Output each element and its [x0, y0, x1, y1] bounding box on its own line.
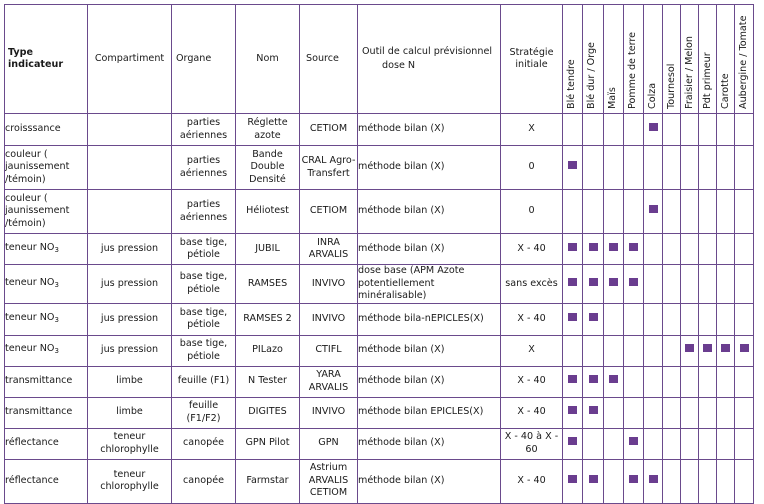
type-label: teneur NO	[5, 276, 55, 288]
type-subscript: 3	[54, 315, 59, 324]
cell-outil: méthode bilan (X)	[358, 234, 501, 265]
cell-crop-8	[699, 146, 717, 190]
cell-crop-3	[604, 303, 624, 335]
applicable-mark-icon	[649, 123, 658, 131]
cell-type	[5, 234, 88, 265]
cell-crop-1	[563, 265, 583, 304]
cell-outil: méthode bilan (X)	[358, 459, 501, 503]
applicable-mark-icon	[649, 475, 658, 483]
cell-crop-7	[681, 146, 699, 190]
applicable-mark-icon	[568, 243, 577, 251]
applicable-mark-icon	[589, 313, 598, 321]
cell-outil: méthode bilan (X)	[358, 190, 501, 234]
type-subscript: 3	[54, 347, 59, 356]
cell-compartiment	[88, 114, 172, 146]
applicable-mark-icon	[589, 406, 598, 414]
cell-organe: parties aériennes	[172, 190, 236, 234]
type-label: couleur ( jaunissement /témoin)	[5, 148, 70, 185]
applicable-mark-icon	[629, 243, 638, 251]
cell-organe: canopée	[172, 428, 236, 459]
cell-strategie: X - 40	[501, 303, 563, 335]
applicable-mark-icon	[629, 437, 638, 445]
cell-crop-9	[717, 114, 735, 146]
cell-strategie: 0	[501, 190, 563, 234]
cell-crop-6	[663, 146, 681, 190]
cell-strategie: X - 40 à X - 60	[501, 428, 563, 459]
cell-crop-6	[663, 234, 681, 265]
cell-crop-10	[735, 335, 754, 366]
cell-source: GPN	[300, 428, 358, 459]
cell-nom: DIGITES	[236, 397, 300, 428]
cell-compartiment	[88, 190, 172, 234]
crop-label: Maïs	[607, 87, 618, 109]
cell-nom: N Tester	[236, 366, 300, 397]
cell-crop-10	[735, 397, 754, 428]
type-label: réflectance	[5, 474, 59, 486]
cell-crop-10	[735, 146, 754, 190]
cell-crop-3	[604, 459, 624, 503]
table-row	[5, 335, 754, 366]
applicable-mark-icon	[589, 375, 598, 383]
cell-compartiment: jus pression	[88, 303, 172, 335]
cell-organe: base tige, pétiole	[172, 335, 236, 366]
cell-crop-8	[699, 366, 717, 397]
cell-type	[5, 190, 88, 234]
cell-compartiment: jus pression	[88, 335, 172, 366]
header-crop-1	[563, 5, 583, 114]
cell-crop-4	[624, 335, 644, 366]
applicable-mark-icon	[740, 344, 749, 352]
cell-outil: méthode bilan (X)	[358, 428, 501, 459]
crop-label: Pdt primeur	[702, 52, 713, 109]
table-row	[5, 190, 754, 234]
cell-crop-8	[699, 265, 717, 304]
applicable-mark-icon	[649, 205, 658, 213]
cell-crop-10	[735, 234, 754, 265]
header-crop-5	[644, 5, 663, 114]
cell-source: INVIVO	[300, 397, 358, 428]
table-row	[5, 303, 754, 335]
header-dose: dose N	[382, 60, 416, 71]
type-label: réflectance	[5, 437, 59, 449]
cell-crop-5	[644, 303, 663, 335]
cell-compartiment: limbe	[88, 366, 172, 397]
cell-source: CETIOM	[300, 190, 358, 234]
cell-crop-1	[563, 428, 583, 459]
cell-crop-1	[563, 459, 583, 503]
header-crop-6	[663, 5, 681, 114]
cell-crop-3	[604, 234, 624, 265]
cell-source: CRAL Agro-Transfert	[300, 146, 358, 190]
header-outil-label: Outil de calcul prévisionnel	[362, 45, 493, 57]
cell-crop-2	[583, 397, 604, 428]
cell-crop-5	[644, 397, 663, 428]
cell-crop-2	[583, 366, 604, 397]
cell-crop-8	[699, 428, 717, 459]
cell-strategie: X	[501, 335, 563, 366]
cell-crop-3	[604, 265, 624, 304]
applicable-mark-icon	[589, 278, 598, 286]
cell-crop-5	[644, 190, 663, 234]
table-row	[5, 366, 754, 397]
applicable-mark-icon	[609, 375, 618, 383]
cell-compartiment: teneur chlorophylle	[88, 459, 172, 503]
cell-outil: méthode bilan (X)	[358, 335, 501, 366]
cell-crop-8	[699, 335, 717, 366]
cell-crop-10	[735, 303, 754, 335]
cell-outil: méthode bilan EPICLES(X)	[358, 397, 501, 428]
cell-crop-9	[717, 265, 735, 304]
cell-crop-7	[681, 190, 699, 234]
type-subscript: 3	[54, 245, 59, 254]
table-row	[5, 234, 754, 265]
cell-compartiment: jus pression	[88, 234, 172, 265]
cell-crop-4	[624, 459, 644, 503]
cell-crop-9	[717, 428, 735, 459]
cell-nom: RAMSES	[236, 265, 300, 304]
header-crop-4	[624, 5, 644, 114]
cell-organe: feuille (F1)	[172, 366, 236, 397]
cell-crop-8	[699, 397, 717, 428]
crop-label: Pomme de terre	[627, 31, 638, 109]
cell-crop-6	[663, 265, 681, 304]
cell-outil: méthode bilan (X)	[358, 366, 501, 397]
table-row	[5, 146, 754, 190]
cell-type	[5, 114, 88, 146]
cell-crop-3	[604, 366, 624, 397]
cell-crop-4	[624, 234, 644, 265]
cell-organe: parties aériennes	[172, 146, 236, 190]
cell-crop-5	[644, 366, 663, 397]
cell-compartiment: teneur chlorophylle	[88, 428, 172, 459]
cell-crop-3	[604, 190, 624, 234]
cell-crop-9	[717, 190, 735, 234]
cell-type	[5, 428, 88, 459]
cell-type	[5, 303, 88, 335]
cell-crop-1	[563, 366, 583, 397]
header-row	[5, 5, 754, 114]
type-label: transmittance	[5, 406, 73, 418]
cell-crop-1	[563, 190, 583, 234]
cell-type	[5, 146, 88, 190]
cell-organe: base tige, pétiole	[172, 303, 236, 335]
cell-crop-6	[663, 190, 681, 234]
cell-crop-3	[604, 335, 624, 366]
cell-compartiment: jus pression	[88, 265, 172, 304]
cell-crop-6	[663, 335, 681, 366]
applicable-mark-icon	[568, 313, 577, 321]
cell-crop-10	[735, 459, 754, 503]
applicable-mark-icon	[703, 344, 712, 352]
cell-crop-8	[699, 114, 717, 146]
cell-crop-5	[644, 428, 663, 459]
cell-crop-7	[681, 366, 699, 397]
cell-crop-5	[644, 265, 663, 304]
cell-crop-3	[604, 114, 624, 146]
applicable-mark-icon	[589, 243, 598, 251]
cell-organe: canopée	[172, 459, 236, 503]
cell-crop-4	[624, 303, 644, 335]
header-crop-2	[583, 5, 604, 114]
cell-crop-7	[681, 428, 699, 459]
crop-label: Colza	[647, 82, 658, 109]
crop-label: Carotte	[720, 73, 731, 109]
cell-nom: Héliotest	[236, 190, 300, 234]
cell-crop-5	[644, 114, 663, 146]
crop-label: Blé dur / Orge	[586, 42, 597, 109]
cell-crop-10	[735, 265, 754, 304]
cell-crop-1	[563, 114, 583, 146]
cell-crop-4	[624, 428, 644, 459]
cell-crop-2	[583, 114, 604, 146]
cell-crop-5	[644, 146, 663, 190]
cell-crop-8	[699, 190, 717, 234]
type-label: teneur NO	[5, 241, 55, 253]
type-label: teneur NO	[5, 343, 55, 355]
type-label: transmittance	[5, 375, 73, 387]
cell-crop-6	[663, 366, 681, 397]
type-label: couleur ( jaunissement /témoin)	[5, 192, 70, 229]
cell-crop-10	[735, 366, 754, 397]
table-row	[5, 428, 754, 459]
cell-organe: feuille (F1/F2)	[172, 397, 236, 428]
cell-outil: méthode bila-nEPICLES(X)	[358, 303, 501, 335]
cell-crop-9	[717, 459, 735, 503]
cell-crop-5	[644, 234, 663, 265]
cell-crop-6	[663, 428, 681, 459]
cell-type	[5, 366, 88, 397]
cell-crop-1	[563, 303, 583, 335]
cell-crop-4	[624, 146, 644, 190]
header-crop-8	[699, 5, 717, 114]
header-type: Type indicateur	[5, 5, 88, 114]
cell-type	[5, 397, 88, 428]
cell-crop-9	[717, 366, 735, 397]
type-label: croisssance	[5, 123, 61, 135]
applicable-mark-icon	[568, 375, 577, 383]
indicator-table	[4, 4, 754, 504]
cell-crop-4	[624, 190, 644, 234]
table-body	[5, 114, 754, 504]
cell-organe: base tige, pétiole	[172, 265, 236, 304]
header-crop-7	[681, 5, 699, 114]
cell-crop-2	[583, 428, 604, 459]
cell-crop-9	[717, 234, 735, 265]
cell-nom: RAMSES 2	[236, 303, 300, 335]
cell-nom: PILazo	[236, 335, 300, 366]
applicable-mark-icon	[589, 475, 598, 483]
cell-type	[5, 459, 88, 503]
cell-crop-3	[604, 397, 624, 428]
cell-crop-7	[681, 335, 699, 366]
crop-label: Fraisier / Melon	[684, 36, 695, 109]
cell-strategie: 0	[501, 146, 563, 190]
applicable-mark-icon	[629, 475, 638, 483]
cell-crop-4	[624, 366, 644, 397]
cell-crop-7	[681, 114, 699, 146]
header-source: Source	[300, 5, 358, 114]
cell-crop-1	[563, 397, 583, 428]
cell-crop-8	[699, 234, 717, 265]
cell-type	[5, 265, 88, 304]
cell-source: INVIVO	[300, 265, 358, 304]
cell-crop-10	[735, 114, 754, 146]
cell-crop-9	[717, 397, 735, 428]
applicable-mark-icon	[629, 278, 638, 286]
cell-strategie: X	[501, 114, 563, 146]
cell-source: INRA ARVALIS	[300, 234, 358, 265]
crop-label: Blé tendre	[566, 59, 577, 109]
cell-nom: Bande Double Densité	[236, 146, 300, 190]
cell-outil: méthode bilan (X)	[358, 146, 501, 190]
cell-crop-2	[583, 335, 604, 366]
cell-crop-3	[604, 146, 624, 190]
cell-crop-9	[717, 146, 735, 190]
cell-crop-8	[699, 303, 717, 335]
applicable-mark-icon	[721, 344, 730, 352]
cell-compartiment: limbe	[88, 397, 172, 428]
header-crop-10	[735, 5, 754, 114]
type-subscript: 3	[54, 280, 59, 289]
cell-crop-2	[583, 234, 604, 265]
header-organe: Organe	[172, 5, 236, 114]
cell-crop-4	[624, 114, 644, 146]
header-crop-9	[717, 5, 735, 114]
applicable-mark-icon	[685, 344, 694, 352]
cell-compartiment	[88, 146, 172, 190]
cell-source: Astrium ARVALIS CETIOM	[300, 459, 358, 503]
cell-crop-7	[681, 397, 699, 428]
cell-source: YARA ARVALIS	[300, 366, 358, 397]
cell-source: CTIFL	[300, 335, 358, 366]
cell-nom: Réglette azote	[236, 114, 300, 146]
cell-crop-1	[563, 234, 583, 265]
cell-strategie: X - 40	[501, 459, 563, 503]
applicable-mark-icon	[568, 161, 577, 169]
header-strategie: Stratégie initiale	[501, 5, 563, 114]
applicable-mark-icon	[568, 406, 577, 414]
cell-crop-5	[644, 335, 663, 366]
cell-strategie: X - 40	[501, 397, 563, 428]
cell-crop-6	[663, 397, 681, 428]
cell-crop-7	[681, 234, 699, 265]
cell-strategie: X - 40	[501, 366, 563, 397]
cell-crop-1	[563, 146, 583, 190]
cell-crop-2	[583, 303, 604, 335]
cell-nom: JUBIL	[236, 234, 300, 265]
cell-crop-1	[563, 335, 583, 366]
cell-nom: Farmstar	[236, 459, 300, 503]
cell-crop-7	[681, 265, 699, 304]
applicable-mark-icon	[568, 278, 577, 286]
cell-crop-9	[717, 335, 735, 366]
cell-source: INVIVO	[300, 303, 358, 335]
type-label: teneur NO	[5, 311, 55, 323]
cell-organe: parties aériennes	[172, 114, 236, 146]
cell-crop-6	[663, 303, 681, 335]
cell-crop-9	[717, 303, 735, 335]
crop-label: Aubergine / Tomate	[738, 15, 749, 109]
applicable-mark-icon	[609, 243, 618, 251]
cell-crop-4	[624, 265, 644, 304]
header-crop-3	[604, 5, 624, 114]
cell-crop-7	[681, 303, 699, 335]
cell-crop-3	[604, 428, 624, 459]
cell-type	[5, 335, 88, 366]
cell-crop-7	[681, 459, 699, 503]
table-row	[5, 459, 754, 503]
cell-strategie: X - 40	[501, 234, 563, 265]
cell-crop-10	[735, 428, 754, 459]
cell-crop-5	[644, 459, 663, 503]
cell-crop-4	[624, 397, 644, 428]
cell-crop-2	[583, 459, 604, 503]
cell-crop-2	[583, 265, 604, 304]
crop-label: Tournesol	[666, 63, 677, 109]
table-row	[5, 397, 754, 428]
header-nom: Nom	[236, 5, 300, 114]
applicable-mark-icon	[568, 475, 577, 483]
cell-strategie: sans excès	[501, 265, 563, 304]
applicable-mark-icon	[568, 437, 577, 445]
header-outil	[358, 5, 501, 114]
cell-crop-10	[735, 190, 754, 234]
cell-crop-6	[663, 459, 681, 503]
cell-crop-8	[699, 459, 717, 503]
cell-crop-2	[583, 190, 604, 234]
table-row	[5, 265, 754, 304]
cell-nom: GPN Pilot	[236, 428, 300, 459]
cell-source: CETIOM	[300, 114, 358, 146]
table-row	[5, 114, 754, 146]
header-compartiment: Compartiment	[88, 5, 172, 114]
cell-outil: méthode bilan (X)	[358, 114, 501, 146]
cell-organe: base tige, pétiole	[172, 234, 236, 265]
cell-crop-6	[663, 114, 681, 146]
cell-outil: dose base (APM Azote potentiellement minéralisable)	[358, 265, 501, 304]
cell-crop-2	[583, 146, 604, 190]
applicable-mark-icon	[609, 278, 618, 286]
